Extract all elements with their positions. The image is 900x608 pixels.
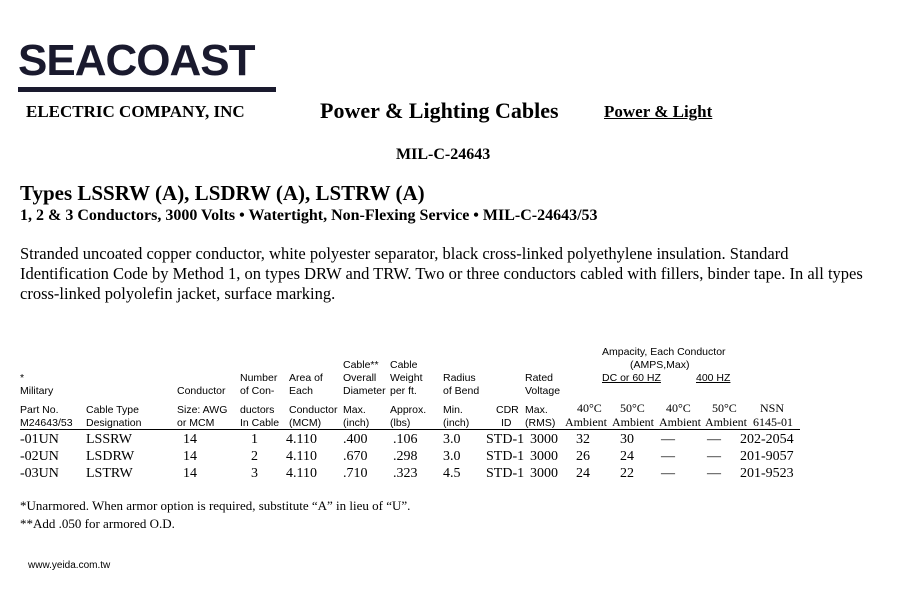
table-cell: 4.110: [286, 466, 317, 481]
table-cell: LSDRW: [86, 449, 135, 464]
table-cell: 201-9057: [740, 449, 794, 464]
spec-number: MIL-C-24643: [396, 146, 491, 163]
footnote-armored: **Add .050 for armored O.D.: [20, 516, 175, 531]
table-cell: 4.5: [443, 466, 461, 481]
page-title: Power & Lighting Cables: [320, 98, 559, 123]
table-cell: —: [661, 466, 675, 481]
table-cell: 3000: [530, 466, 558, 481]
table-cell: —: [661, 449, 675, 464]
table-cell: .400: [343, 432, 368, 447]
table-cell: 14: [183, 466, 197, 481]
table-cell: 3000: [530, 449, 558, 464]
table-cell: —: [707, 466, 721, 481]
table-cell: —: [661, 432, 675, 447]
table-cell: .106: [393, 432, 418, 447]
table-cell: 26: [576, 449, 590, 464]
table-cell: STD-1: [486, 449, 525, 464]
logo-text: SEACOAST: [18, 36, 255, 85]
amps-header: (AMPS,Max): [630, 359, 690, 371]
ampacity-header: Ampacity, Each Conductor: [602, 346, 726, 358]
table-cell: 3.0: [443, 449, 461, 464]
table-cell: 201-9523: [740, 466, 794, 481]
table-cell: 1: [251, 432, 258, 447]
table-cell: STD-1: [486, 466, 525, 481]
website-footer[interactable]: www.yeida.com.tw: [28, 560, 111, 571]
table-cell: LSSRW: [86, 432, 132, 447]
table-cell: LSTRW: [86, 466, 133, 481]
logo-underline: [18, 87, 276, 92]
product-description: Stranded uncoated copper conductor, white polyester separator, black cross-linked polyethylene insulation. Standard Identification Code by Method 1, on types DRW and TRW. Two or three conductors cabled with fillers, binder tape. In all types cross-linked polyolefin jacket, surface marking.: [20, 244, 863, 303]
table-cell: 4.110: [286, 432, 317, 447]
table-cell: 14: [183, 432, 197, 447]
table-cell: .670: [343, 449, 368, 464]
table-cell: -01UN: [20, 432, 59, 447]
table-cell: -02UN: [20, 449, 59, 464]
product-conductors: 1, 2 & 3 Conductors, 3000 Volts • Watertight, Non-Flexing Service • MIL-C-24643/53: [20, 207, 598, 224]
table-cell: -03UN: [20, 466, 59, 481]
table-cell: 24: [576, 466, 590, 481]
table-cell: 4.110: [286, 449, 317, 464]
table-cell: 22: [620, 466, 634, 481]
footnote-unarmored: *Unarmored. When armor option is required, substitute “A” in lieu of “U”.: [20, 498, 411, 513]
company-logo: [18, 35, 278, 93]
table-cell: 24: [620, 449, 634, 464]
table-cell: 3: [251, 466, 258, 481]
table-cell: 2: [251, 449, 258, 464]
table-cell: .710: [343, 466, 368, 481]
table-cell: 3.0: [443, 432, 461, 447]
table-cell: 32: [576, 432, 590, 447]
table-cell: —: [707, 449, 721, 464]
table-cell: 202-2054: [740, 432, 794, 447]
product-types: Types LSSRW (A), LSDRW (A), LSTRW (A): [20, 181, 425, 205]
table-cell: .298: [393, 449, 418, 464]
table-cell: 14: [183, 449, 197, 464]
hz400-header: 400 HZ: [696, 372, 731, 384]
table-cell: STD-1: [486, 432, 525, 447]
company-name: ELECTRIC COMPANY, INC: [26, 102, 245, 121]
table-cell: 3000: [530, 432, 558, 447]
section-link[interactable]: Power & Light: [604, 102, 713, 121]
table-cell: 30: [620, 432, 634, 447]
header-divider: [20, 429, 800, 430]
table-cell: —: [707, 432, 721, 447]
table-cell: .323: [393, 466, 418, 481]
dc-header: DC or 60 HZ: [602, 372, 661, 384]
